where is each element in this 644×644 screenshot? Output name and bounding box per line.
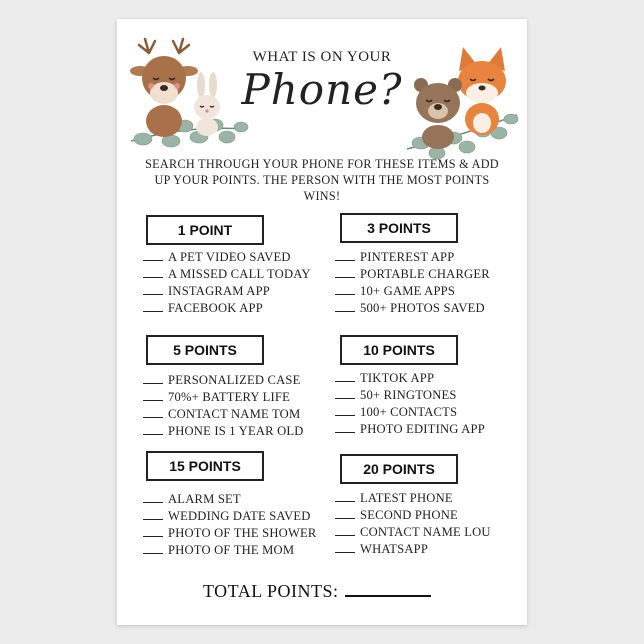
list-item: FACEBOOK APP [143, 300, 311, 317]
section-header-3-points: 3 POINTS [340, 213, 458, 243]
list-item: INSTAGRAM APP [143, 283, 311, 300]
section-list-15-points [143, 491, 317, 559]
checkbox-blank[interactable] [143, 284, 163, 295]
checkbox-blank[interactable] [335, 405, 355, 416]
list-item: 100+ CONTACTS [335, 404, 485, 421]
total-points-blank[interactable] [345, 581, 431, 597]
checkbox-blank[interactable] [335, 525, 355, 536]
checkbox-blank[interactable] [335, 508, 355, 519]
checkbox-blank[interactable] [143, 424, 163, 435]
list-item: PHOTO OF THE MOM [143, 542, 317, 559]
checkbox-blank[interactable] [143, 390, 163, 401]
list-item: WEDDING DATE SAVED [143, 508, 317, 525]
checkbox-blank[interactable] [335, 250, 355, 261]
section-list-5-points [143, 372, 304, 440]
checkbox-blank[interactable] [143, 543, 163, 554]
list-item: 500+ PHOTOS SAVED [335, 300, 490, 317]
list-item: 70%+ BATTERY LIFE [143, 389, 304, 406]
list-item: CONTACT NAME LOU [335, 524, 491, 541]
section-list-10-points [335, 370, 485, 438]
list-item: PHOTO OF THE SHOWER [143, 525, 317, 542]
total-points-label: TOTAL POINTS: [203, 581, 339, 601]
total-points [203, 581, 431, 602]
checkbox-blank[interactable] [143, 267, 163, 278]
checkbox-blank[interactable] [335, 371, 355, 382]
checkbox-blank[interactable] [335, 301, 355, 312]
list-item: CONTACT NAME TOM [143, 406, 304, 423]
checkbox-blank[interactable] [143, 250, 163, 261]
list-item: ALARM SET [143, 491, 317, 508]
section-list-1-point [143, 249, 311, 317]
section-header-20-points: 20 POINTS [340, 454, 458, 484]
title-small: WHAT IS ON YOUR [252, 49, 392, 65]
page-title: Phone? [241, 65, 403, 114]
list-item: SECOND PHONE [335, 507, 491, 524]
section-header-10-points: 10 POINTS [340, 335, 458, 365]
checkbox-blank[interactable] [143, 301, 163, 312]
checkbox-blank[interactable] [335, 542, 355, 553]
checkbox-blank[interactable] [143, 492, 163, 503]
list-item: WHATSAPP [335, 541, 491, 558]
list-item: 50+ RINGTONES [335, 387, 485, 404]
checkbox-blank[interactable] [143, 407, 163, 418]
section-list-20-points [335, 490, 491, 558]
list-item: PHONE IS 1 YEAR OLD [143, 423, 304, 440]
list-item: 10+ GAME APPS [335, 283, 490, 300]
list-item: PERSONALIZED CASE [143, 372, 304, 389]
instructions: SEARCH THROUGH YOUR PHONE FOR THESE ITEMS & ADD UP YOUR POINTS. THE PERSON WITH THE MOST POINTS WINS! [145, 157, 499, 203]
list-item: LATEST PHONE [335, 490, 491, 507]
list-item: PINTEREST APP [335, 249, 490, 266]
checkbox-blank[interactable] [335, 491, 355, 502]
checkbox-blank[interactable] [335, 284, 355, 295]
game-card [117, 19, 527, 625]
checkbox-blank[interactable] [335, 267, 355, 278]
checkbox-blank[interactable] [335, 388, 355, 399]
checkbox-blank[interactable] [143, 509, 163, 520]
checkbox-blank[interactable] [143, 373, 163, 384]
list-item: A PET VIDEO SAVED [143, 249, 311, 266]
checkbox-blank[interactable] [335, 422, 355, 433]
list-item: A MISSED CALL TODAY [143, 266, 311, 283]
list-item: PHOTO EDITING APP [335, 421, 485, 438]
section-list-3-points [335, 249, 490, 317]
checkbox-blank[interactable] [143, 526, 163, 537]
section-header-5-points: 5 POINTS [146, 335, 264, 365]
list-item: PORTABLE CHARGER [335, 266, 490, 283]
section-header-15-points: 15 POINTS [146, 451, 264, 481]
list-item: TIKTOK APP [335, 370, 485, 387]
section-header-1-point: 1 POINT [146, 215, 264, 245]
